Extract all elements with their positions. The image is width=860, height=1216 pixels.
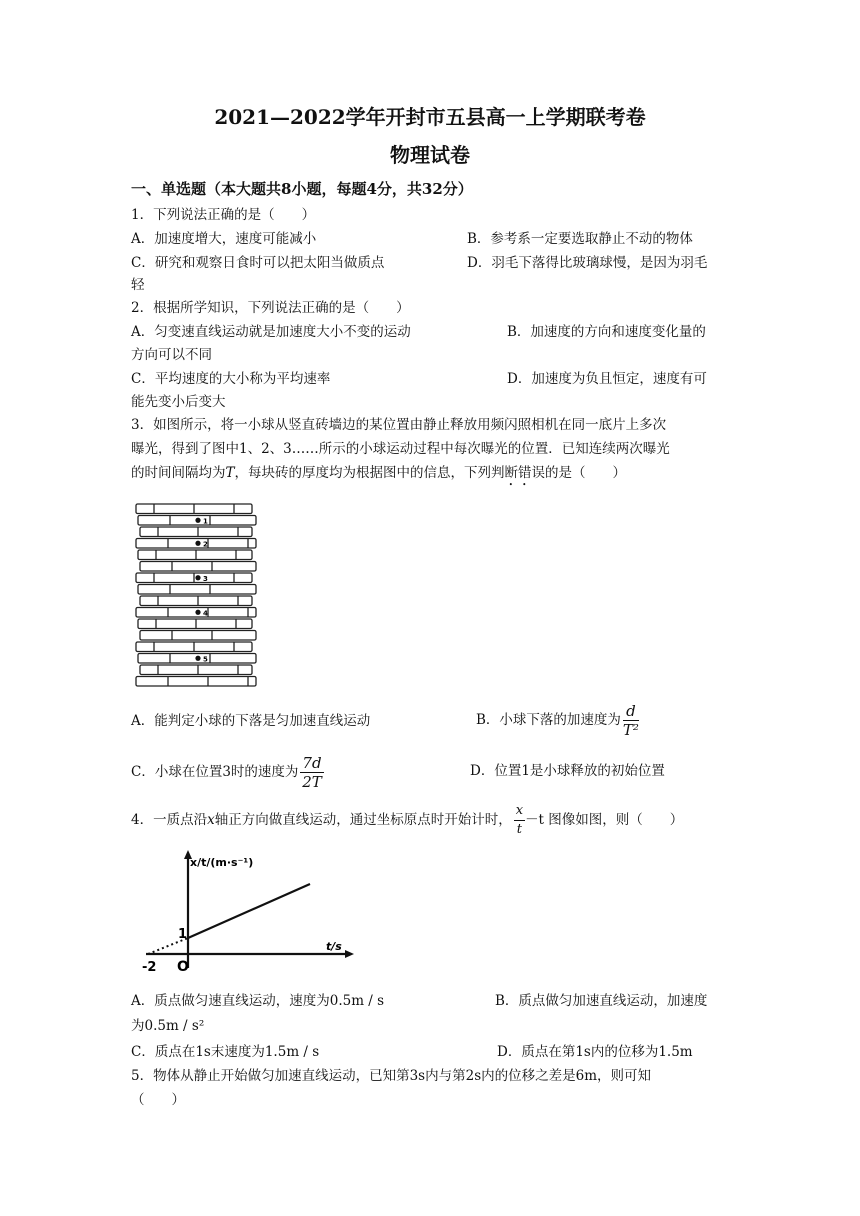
fraction-d-over-t2: $\frac{d}{\text{T²}}$	[622, 702, 639, 739]
brick-row	[140, 527, 252, 537]
q3-option-c: C．小球在位置3时的速度为 $\frac{7d}{2T}$	[131, 754, 322, 791]
q2-stem: 2．根据所学知识，下列说法正确的是（ ）	[131, 300, 410, 316]
graph-x-axis-label: t/s	[326, 940, 342, 953]
fraction-7d-over-2t: $\frac{7d}{2T}$	[302, 754, 322, 791]
q3-stem-line1: 3．如图所示，将一小球从竖直砖墙边的某位置由静止释放用频闪照相机在同一底片上多次	[131, 417, 667, 433]
ball-position-2	[195, 541, 200, 546]
ball-label-1: 1	[203, 517, 208, 526]
xt-t-graph	[140, 850, 360, 978]
q4-stem: 4．一质点沿x轴正方向做直线运动，通过坐标原点时开始计时， $\frac{x}{t}$ －t 图像如图，则（ ）	[131, 803, 684, 837]
ball-position-4	[195, 610, 200, 615]
brick-row	[138, 550, 252, 560]
exam-subtitle: 物理试卷	[390, 143, 470, 167]
q2-option-d-cont: 能先变小后变大	[131, 394, 226, 410]
q4-option-a: A．质点做匀速直线运动，速度为0.5m / s	[131, 993, 385, 1009]
section-heading: 一、单选题（本大题共8小题，每题4分，共32分）	[131, 180, 473, 198]
ball-position-1	[195, 518, 200, 523]
ball-position-3	[195, 575, 200, 580]
graph-y-axis-label: x/t/(m·s⁻¹)	[190, 856, 254, 869]
ball-label-4: 4	[203, 609, 208, 618]
q4-option-b: B．质点做匀加速直线运动，加速度	[495, 993, 708, 1009]
q2-option-d: D．加速度为负且恒定，速度有可	[507, 371, 707, 387]
q2-option-c: C．平均速度的大小称为平均速率	[131, 371, 331, 387]
ball-label-2: 2	[203, 540, 208, 549]
q1-option-b: B．参考系一定要选取静止不动的物体	[467, 231, 693, 247]
brick-wall-figure	[130, 500, 270, 690]
graph-origin-label: O	[177, 959, 189, 975]
ball-label-3: 3	[203, 574, 208, 583]
q1-stem: 1．下列说法正确的是（ ）	[131, 207, 316, 223]
graph-intercept-label: 1	[178, 927, 188, 942]
brick-row	[140, 562, 256, 572]
q3-option-d: D．位置1是小球释放的初始位置	[470, 763, 665, 779]
q3-option-b: B．小球下落的加速度为 $\frac{d}{\text{T²}}$	[476, 702, 639, 739]
q3-stem-line2: 曝光，得到了图中1、2、3……所示的小球运动过程中每次曝光的位置．已知连续两次曝光	[131, 441, 670, 457]
ball-label-5: 5	[203, 655, 208, 664]
fraction-x-over-t: $\frac{x}{t}$	[515, 803, 524, 837]
brick-row	[140, 665, 252, 675]
brick-row	[140, 596, 252, 606]
brick-row	[138, 585, 256, 595]
exam-title: 2021—2022学年开封市五县高一上学期联考卷	[214, 105, 646, 129]
q2-option-b: B．加速度的方向和速度变化量的	[507, 324, 706, 340]
ball-position-5	[195, 656, 200, 661]
q2-option-a: A．匀变速直线运动就是加速度大小不变的运动	[131, 324, 411, 340]
q1-option-d: D．羽毛下落得比玻璃球慢，是因为羽毛	[467, 255, 708, 271]
q5-stem-line2: （ ）	[131, 1092, 185, 1108]
q5-stem-line1: 5．物体从静止开始做匀加速直线运动，已知第3s内与第2s内的位移之差是6m，则可知	[131, 1068, 652, 1084]
brick-row	[138, 619, 252, 629]
q1-option-a: A．加速度增大，速度可能减小	[131, 231, 317, 247]
q3-option-a: A．能判定小球的下落是匀加速直线运动	[131, 713, 371, 729]
q4-option-b-cont: 为0.5m / s²	[131, 1018, 205, 1034]
q1-option-d-cont: 轻	[131, 277, 145, 293]
q4-option-c: C．质点在1s末速度为1.5m / s	[131, 1044, 320, 1060]
q2-option-b-cont: 方向可以不同	[131, 347, 212, 363]
brick-row	[136, 677, 256, 687]
graph-x-intercept-label: -2	[142, 960, 157, 975]
brick-row	[140, 631, 256, 641]
q3-stem-line3: 的时间间隔均为T，每块砖的厚度均为根据图中的信息，下列判断错误的是（ ）	[131, 465, 627, 481]
q4-option-d: D．质点在第1s内的位移为1.5m	[497, 1044, 693, 1060]
q1-option-c: C．研究和观察日食时可以把太阳当做质点	[131, 255, 385, 271]
